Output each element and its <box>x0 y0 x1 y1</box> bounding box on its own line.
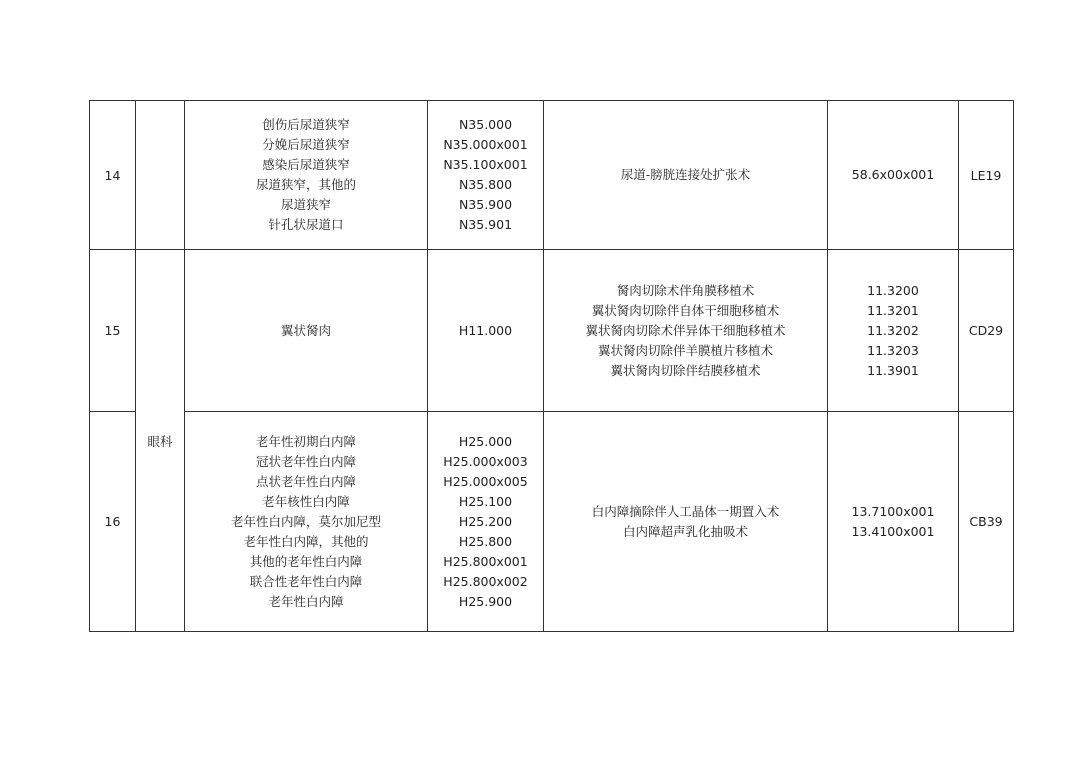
table-row <box>90 412 1014 632</box>
procedure-name: 尿道-膀胱连接处扩张术 <box>620 167 751 182</box>
procedure-cell <box>544 250 828 412</box>
procedure-name: 翼状胬肉切除伴结膜移植术 <box>610 362 761 378</box>
dip-table <box>89 100 1014 632</box>
procedure-code: 11.3203 <box>867 342 919 358</box>
row-index: 15 <box>90 250 136 412</box>
diagnosis-code: N35.800 <box>458 177 513 192</box>
diagnosis-name: 感染后尿道狭窄 <box>262 157 350 172</box>
diagnosis-code: H25.100 <box>458 493 513 509</box>
procedure-name: 翼状胬肉切除术伴异体干细胞移植术 <box>585 322 786 338</box>
diagnosis-cell <box>185 412 428 632</box>
diagnosis-code: N35.100x001 <box>443 157 528 172</box>
procedure-name: 翼状胬肉切除伴羊膜植片移植术 <box>597 342 773 358</box>
table-row <box>90 101 1014 250</box>
department-cell <box>136 250 185 632</box>
diagnosis-code-cell <box>428 101 544 250</box>
diagnosis-code: N35.000x001 <box>443 137 528 152</box>
diagnosis-code: H25.800x001 <box>443 553 528 569</box>
diagnosis-name: 翼状胬肉 <box>280 322 331 338</box>
diagnosis-code: H25.200 <box>458 513 513 529</box>
table-row <box>90 250 1014 412</box>
diagnosis-code-cell <box>428 412 544 632</box>
diagnosis-name: 针孔状尿道口 <box>268 217 344 232</box>
procedure-code: 13.4100x001 <box>851 523 935 539</box>
diagnosis-name: 创伤后尿道狭窄 <box>262 117 350 132</box>
diagnosis-name: 尿道狭窄 <box>280 197 331 212</box>
diagnosis-name: 尿道狭窄，其他的 <box>255 177 356 192</box>
diagnosis-code: H11.000 <box>458 322 513 338</box>
diagnosis-code: N35.900 <box>458 197 513 212</box>
procedure-cell <box>544 101 828 250</box>
diagnosis-name: 老年性白内障 <box>268 593 344 609</box>
diagnosis-name: 点状老年性白内障 <box>255 473 356 489</box>
procedure-code: 13.7100x001 <box>851 503 935 519</box>
diagnosis-cell <box>185 250 428 412</box>
diagnosis-cell <box>185 101 428 250</box>
row-index: 14 <box>90 101 136 250</box>
diagnosis-name: 联合性老年性白内障 <box>249 573 363 589</box>
group-code: CD29 <box>959 250 1014 412</box>
diagnosis-name: 其他的老年性白内障 <box>249 553 363 569</box>
diagnosis-name: 分娩后尿道狭窄 <box>262 137 350 152</box>
diagnosis-code: H25.000 <box>458 433 513 449</box>
procedure-code: 11.3901 <box>867 362 919 378</box>
procedure-code-cell <box>828 250 959 412</box>
procedure-code: 11.3202 <box>867 322 919 338</box>
procedure-name: 胬肉切除术伴角膜移植术 <box>616 282 755 298</box>
procedure-code: 11.3200 <box>867 282 919 298</box>
procedure-cell <box>544 412 828 632</box>
diagnosis-code: H25.800 <box>458 533 513 549</box>
diagnosis-code: H25.900 <box>458 593 513 609</box>
row-index: 16 <box>90 412 136 632</box>
diagnosis-name: 老年性初期白内障 <box>255 433 356 449</box>
procedure-name: 翼状胬肉切除伴自体干细胞移植术 <box>591 302 780 318</box>
diagnosis-code: H25.800x002 <box>443 573 528 589</box>
diagnosis-code: H25.000x003 <box>443 453 528 469</box>
diagnosis-name: 老年性白内障，其他的 <box>243 533 369 549</box>
procedure-name: 白内障超声乳化抽吸术 <box>622 523 748 539</box>
procedure-code-cell <box>828 412 959 632</box>
procedure-code: 58.6x00x001 <box>851 167 935 182</box>
department-cell-empty <box>136 101 185 250</box>
group-code: CB39 <box>959 412 1014 632</box>
group-code: LE19 <box>959 101 1014 250</box>
diagnosis-code: N35.000 <box>458 117 513 132</box>
diagnosis-name: 老年性白内障，莫尔加尼型 <box>230 513 381 529</box>
diagnosis-code: H25.000x005 <box>443 473 528 489</box>
procedure-code-cell <box>828 101 959 250</box>
diagnosis-name: 冠状老年性白内障 <box>255 453 356 469</box>
procedure-name: 白内障摘除伴人工晶体一期置入术 <box>591 503 780 519</box>
diagnosis-name: 老年核性白内障 <box>262 493 350 509</box>
department-label: 眼科 <box>147 433 173 449</box>
diagnosis-code: N35.901 <box>458 217 513 232</box>
procedure-code: 11.3201 <box>867 302 919 318</box>
diagnosis-code-cell <box>428 250 544 412</box>
